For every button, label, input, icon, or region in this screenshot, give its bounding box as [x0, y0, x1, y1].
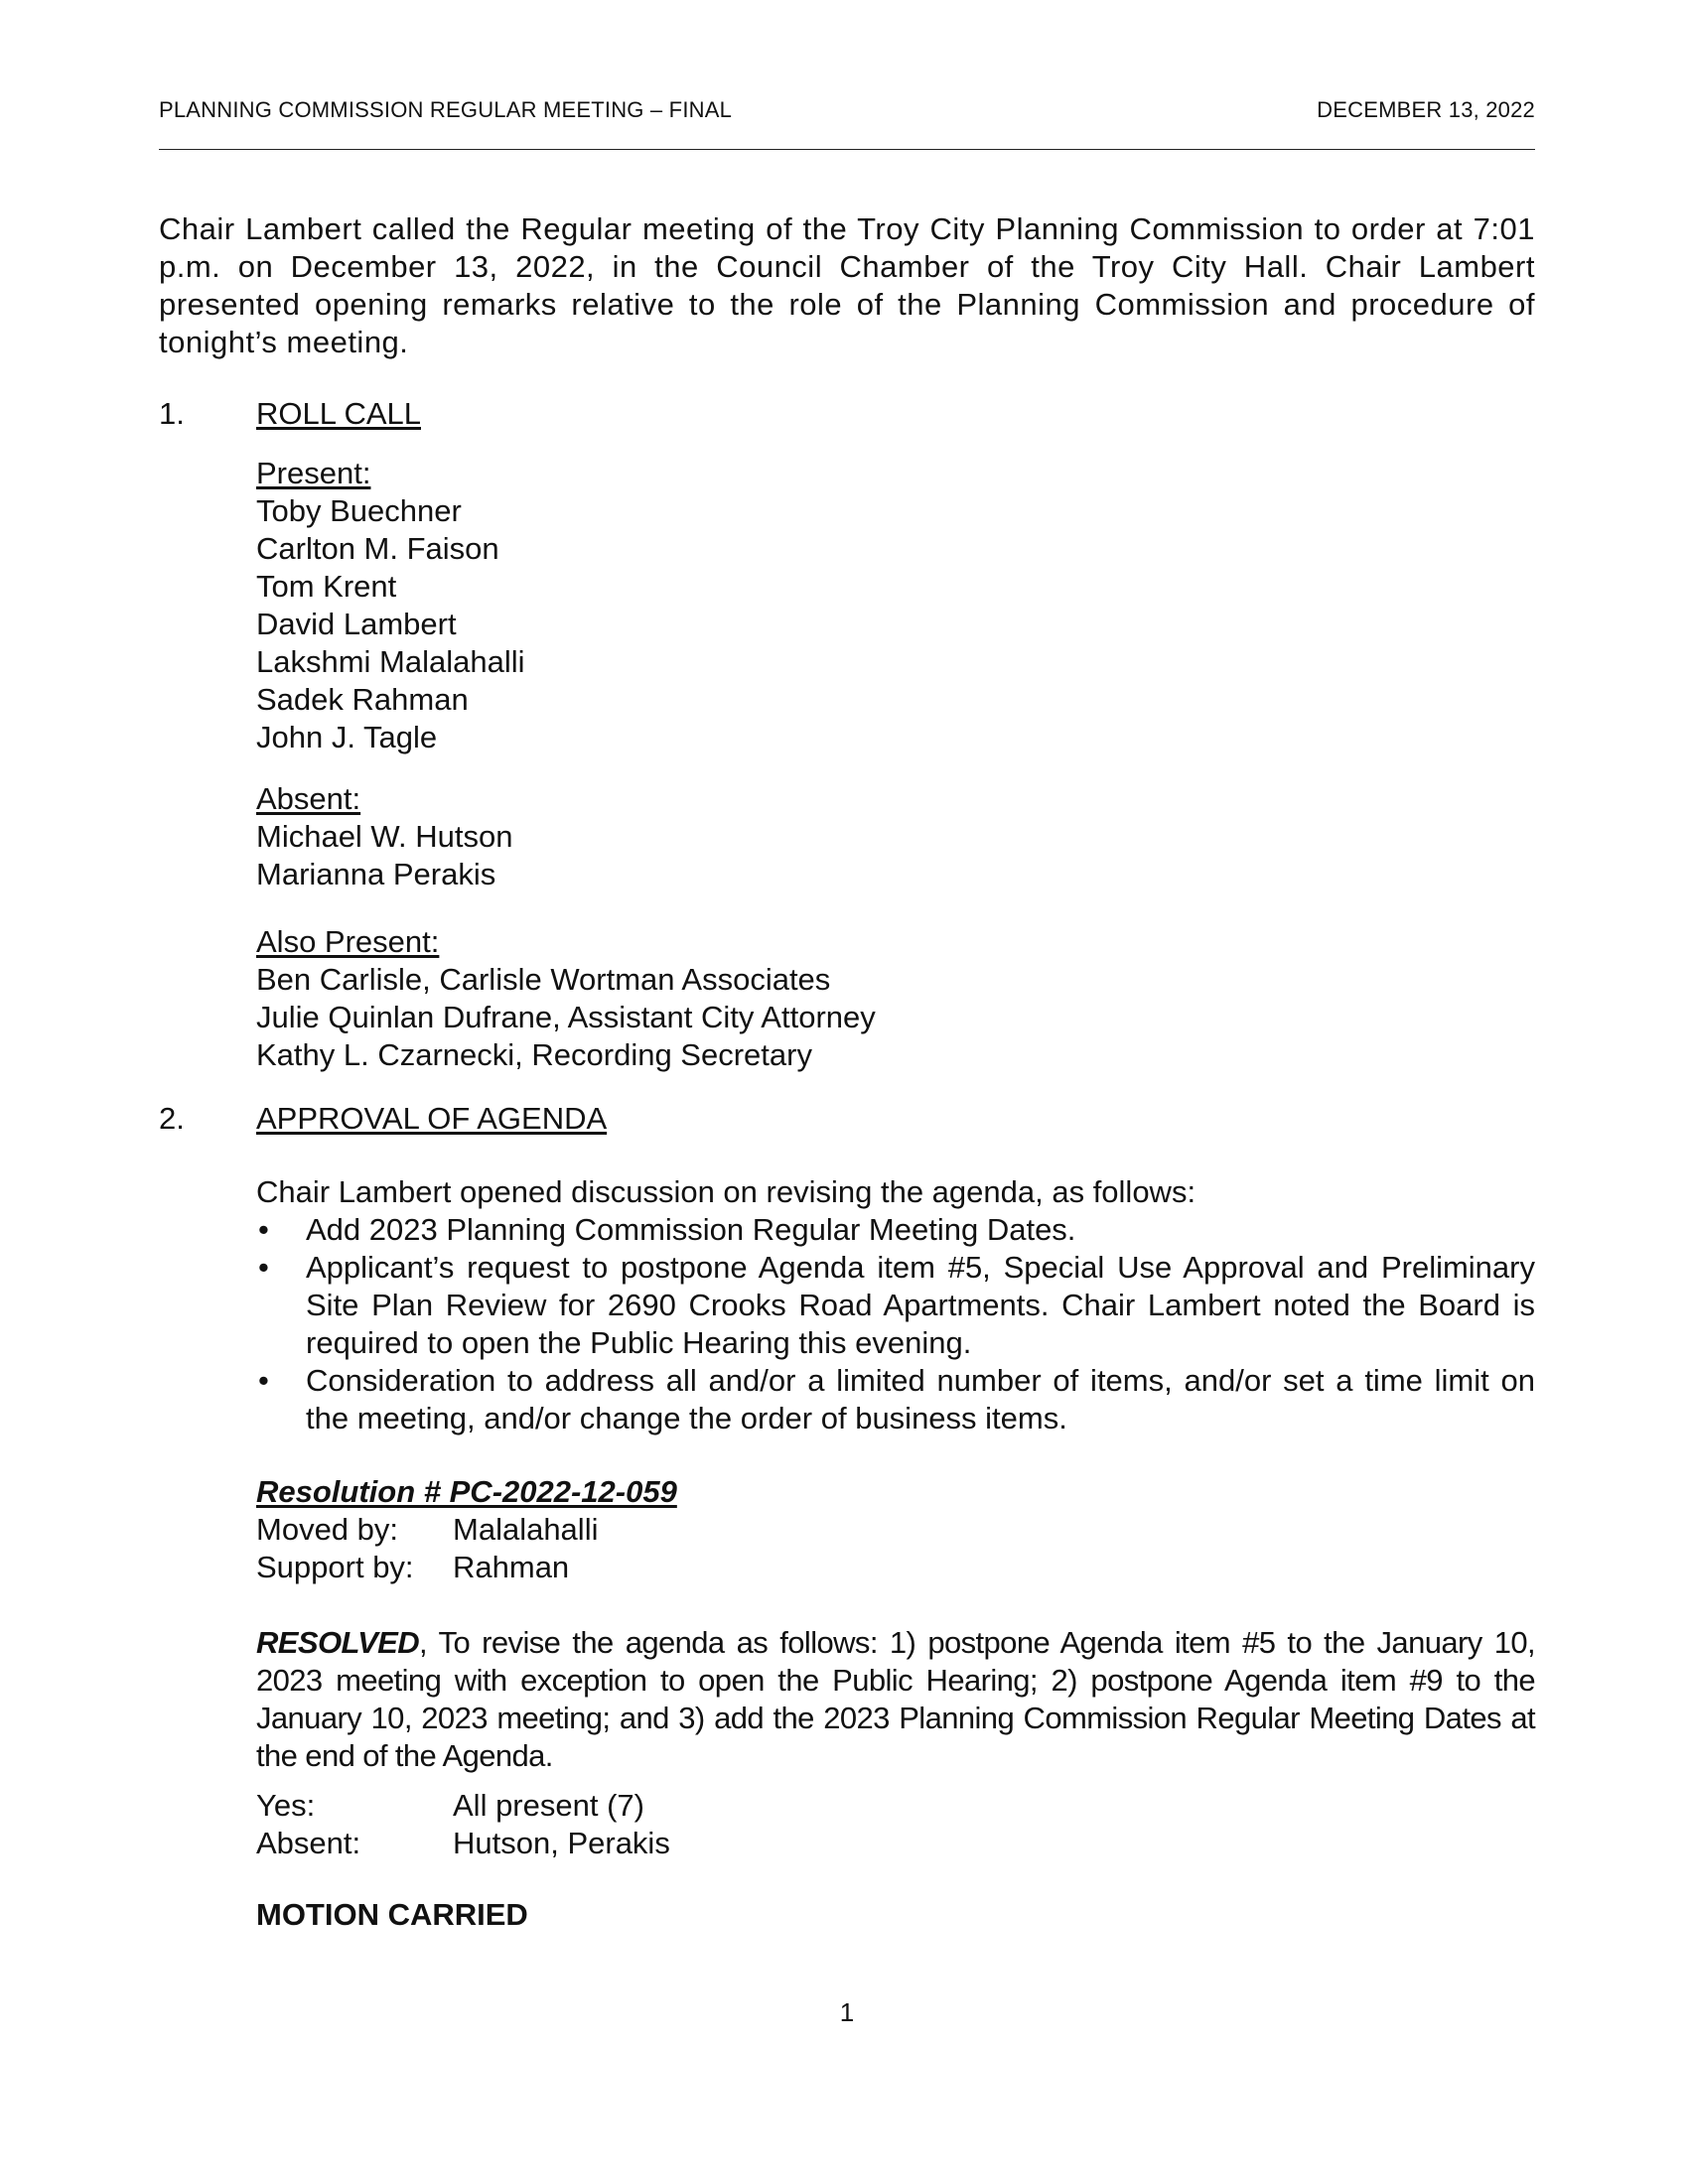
- present-member: Tom Krent: [256, 569, 397, 604]
- document-page: [159, 0, 1535, 2184]
- vote-yes-row: [256, 1787, 1535, 1825]
- also-present-label: Also Present:: [256, 924, 440, 959]
- list-item: [256, 1249, 1535, 1362]
- also-present-member: Julie Quinlan Dufrane, Assistant City Attorney: [256, 1000, 876, 1034]
- moved-by-row: [256, 1511, 1535, 1549]
- agenda-intro: Chair Lambert opened discussion on revising the agenda, as follows:: [256, 1174, 1196, 1209]
- section-title: APPROVAL OF AGENDA: [256, 1101, 608, 1136]
- resolution-title: Resolution # PC-2022-12-059: [256, 1474, 677, 1509]
- support-by-value: Rahman: [453, 1550, 570, 1584]
- header-divider: [159, 149, 1535, 150]
- support-by-row: [256, 1549, 1535, 1586]
- present-list: [256, 455, 1535, 756]
- present-member: Lakshmi Malalahalli: [256, 644, 525, 679]
- section-title: ROLL CALL: [256, 396, 421, 431]
- bullet-text: Applicant’s request to postpone Agenda item #5, Special Use Approval and Preliminary Site Plan Review for 2690 Crooks Road Apartments. Chair Lambert noted the Board is required to open the Public Hearing this evening.: [306, 1250, 1535, 1360]
- bullet-icon: •: [258, 1212, 269, 1247]
- intro-paragraph: Chair Lambert called the Regular meeting of the Troy City Planning Commission to order at 7:01 p.m. on December 13, 2022, in the Council Chamber of the Troy City Hall. Chair Lambert presented opening remarks relative to the role of the Planning Commission and procedure of tonight’s meeting.: [159, 211, 1535, 359]
- bullet-text: Add 2023 Planning Commission Regular Meeting Dates.: [306, 1212, 1076, 1247]
- vote-absent-row: [256, 1825, 1535, 1862]
- list-item: [256, 1211, 1535, 1249]
- vote-block: [256, 1787, 1535, 1862]
- also-present-member: Ben Carlisle, Carlisle Wortman Associates: [256, 962, 831, 997]
- resolution-block: [256, 1473, 1535, 1586]
- motion-carried: MOTION CARRIED: [256, 1897, 528, 1932]
- present-member: John J. Tagle: [256, 720, 438, 754]
- agenda-discussion: [256, 1173, 1535, 1437]
- resolved-paragraph: [256, 1624, 1535, 1775]
- also-present-list: [256, 923, 1535, 1074]
- page-number: 1: [839, 1997, 855, 2027]
- vote-absent-label: Absent:: [256, 1826, 361, 1860]
- resolved-keyword: RESOLVED: [256, 1625, 420, 1660]
- vote-absent-value: Hutson, Perakis: [453, 1826, 670, 1860]
- present-member: David Lambert: [256, 607, 457, 641]
- section-number: 2.: [159, 1101, 185, 1136]
- present-member: Toby Buechner: [256, 493, 462, 528]
- bullet-icon: •: [258, 1363, 269, 1398]
- header-title: PLANNING COMMISSION REGULAR MEETING – FINAL: [159, 97, 733, 122]
- moved-by-value: Malalahalli: [453, 1512, 599, 1547]
- absent-list: [256, 780, 1535, 893]
- header-date: DECEMBER 13, 2022: [1317, 97, 1535, 122]
- bullet-icon: •: [258, 1250, 269, 1285]
- absent-member: Marianna Perakis: [256, 857, 496, 891]
- support-by-label: Support by:: [256, 1550, 414, 1584]
- moved-by-label: Moved by:: [256, 1512, 399, 1547]
- present-label: Present:: [256, 456, 371, 490]
- present-member: Carlton M. Faison: [256, 531, 499, 566]
- absent-label: Absent:: [256, 781, 361, 816]
- list-item: [256, 1362, 1535, 1437]
- page-header: [159, 97, 1535, 123]
- bullet-text: Consideration to address all and/or a limited number of items, and/or set a time limit on the meeting, and/or change the order of business items.: [306, 1363, 1535, 1435]
- resolved-text: , To revise the agenda as follows: 1) postpone Agenda item #5 to the January 10, 2023 meeting with exception to open the Public Hearing; 2) postpone Agenda item #9 to the January 10, 2023 meeting; and 3) add the 2023 Planning Commission Regular Meeting Dates at the end of the Agenda.: [256, 1625, 1535, 1773]
- also-present-member: Kathy L. Czarnecki, Recording Secretary: [256, 1037, 812, 1072]
- section-number: 1.: [159, 396, 185, 431]
- vote-yes-label: Yes:: [256, 1788, 316, 1823]
- absent-member: Michael W. Hutson: [256, 819, 513, 854]
- agenda-bullet-list: [256, 1211, 1535, 1437]
- vote-yes-value: All present (7): [453, 1788, 644, 1823]
- present-member: Sadek Rahman: [256, 682, 469, 717]
